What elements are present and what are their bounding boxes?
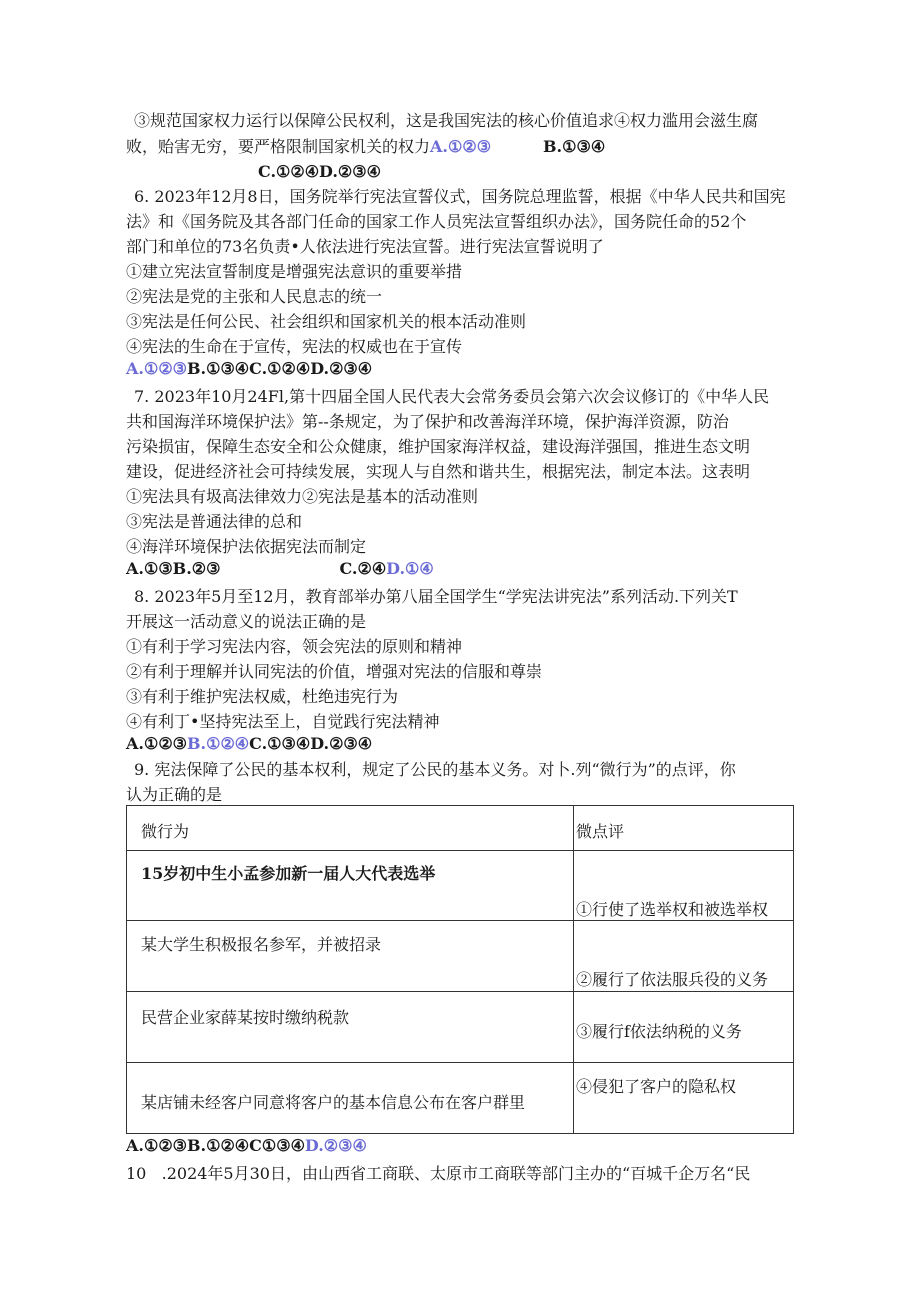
q6-option-2: ②宪法是党的主张和人民息志的统一: [126, 287, 383, 306]
q7-answers: [126, 559, 434, 579]
q7-stem-line-1: 7. 2023年10月24Fl,第十四届全国人民代表大会常务委员会第六次会议修订的《中华人民: [134, 387, 770, 406]
q7-answer-d: D.①④: [386, 559, 434, 578]
q5-answer-b: B.①③④: [543, 137, 606, 156]
q8-option-3: ③有利于维护宪法权威，杜绝违宪行为: [126, 687, 399, 706]
q6-stem-line-2: 法》和《国务院及其各部门任命的国家工作人员宪法宣誓组织办法》，国务院任命的52个: [126, 212, 747, 231]
table-row: [127, 921, 794, 992]
q7-stem-line-3: 污染损宙，保障生态安全和公众健康，维护国家海洋权益，建设海洋强国，推进生态文明: [126, 437, 751, 456]
table-row-4-behavior: 某店铺未经客户同意将客户的基本信息公布在客户群里: [141, 1093, 526, 1112]
q8-answer-a: A.①②③: [126, 734, 188, 753]
table-row-1-comment: ①行使了选举权和被选举权: [576, 900, 769, 919]
q9-answers: [126, 1136, 367, 1156]
q6-answer-a: A.①②③: [126, 359, 188, 378]
q5-option-4-tail: 败，贻害无穷，要严格限制国家机关的权力: [126, 137, 431, 156]
q6-answers: [126, 359, 372, 379]
table-row-2-behavior: 某大学生积极报名参军，并被招录: [141, 935, 382, 954]
q8-answers-c-d: C.①③④D.②③④: [249, 734, 373, 753]
q8-option-4: ④有利丁•坚持宪法至上，自觉践行宪法精神: [126, 712, 440, 731]
table-cell: [127, 992, 574, 1063]
table-row-3-comment: ③履行f依法纳税的义务: [576, 1022, 742, 1041]
q6-option-1: ①建立宪法宣誓制度是增强宪法意识的重要举措: [126, 262, 463, 281]
q7-option-4: ④海洋环境保护法依据宪法而制定: [126, 537, 367, 556]
q5-option-3-4-line: ③规范国家权力运行以保障公民权利，这是我国宪法的核心价值追求④权力滥用会滋生腐: [134, 111, 759, 130]
q7-answer-c: C.②④: [339, 559, 387, 578]
table-cell: [127, 921, 574, 992]
table-header-behavior: 微行为: [141, 822, 190, 841]
table-cell: [574, 992, 794, 1063]
table-header-row: [127, 806, 794, 851]
q8-stem-line-1: 8. 2023年5月至12月，教育部举办第八届全国学生“学宪法讲宪法”系列活动.下列关T: [134, 587, 738, 606]
q10-stem-line-1: 10 .2024年5月30日，由山西省工商联、太原市工商联等部门主办的“百城千企万名“民: [126, 1164, 751, 1183]
table-cell: [574, 921, 794, 992]
table-row-1-behavior: 15岁初中生小孟参加新一届人大代表选举: [141, 864, 436, 883]
q6-stem-line-3: 部门和单位的73名负责•人依法进行宪法宣誓。进行宪法宣誓说明了: [126, 237, 604, 256]
q6-option-3: ③宪法是任何公民、社会组织和国家机关的根本活动准则: [126, 312, 527, 331]
table-cell: [574, 1063, 794, 1134]
q7-stem-line-2: 共和国海洋环境保护法》第--条规定，为了保护和改善海洋环境，保护海洋资源，防治: [126, 412, 729, 431]
q6-stem-line-1: 6. 2023年12月8日，国务院举行宪法宣誓仪式，国务院总理监誓，根据《中华人民共和国宪: [134, 187, 786, 206]
q5-option-4-continued: [126, 137, 605, 157]
q6-answers-b-c-d: B.①③④C.①②④D.②③④: [187, 359, 373, 378]
q8-answer-b: B.①②④: [187, 734, 250, 753]
table-row-2-comment: ②履行了依法服兵役的义务: [576, 970, 769, 989]
q9-answer-d: D.②③④: [304, 1136, 367, 1155]
q5-answers-c-d: C.①②④D.②③④: [258, 162, 381, 181]
table-header-cell: [127, 806, 574, 851]
table-header-cell: [574, 806, 794, 851]
table-row-3-behavior: 民营企业家薛某按时缴纳税款: [141, 1008, 350, 1027]
q9-answers-a-b-c: A.①②③B.①②④C①③④: [126, 1136, 305, 1155]
q5-answer-a: A.①②③: [430, 137, 492, 156]
table-row: [127, 851, 794, 921]
q9-stem-line-1: 9. 宪法保障了公民的基本权利，规定了公民的基本义务。对卜.列“微行为”的点评，你: [134, 760, 736, 779]
q9-stem-line-2: 认为正确的是: [126, 785, 223, 804]
table-row-4-comment: ④侵犯了客户的隐私权: [576, 1077, 737, 1096]
q7-answers-a-b: A.①③B.②③: [126, 559, 221, 578]
q7-option-1-2: ①宪法具有圾高法律效力②宪法是基本的活动准则: [126, 487, 479, 506]
table-header-comment: 微点评: [576, 822, 625, 841]
q7-stem-line-4: 建设，促进经济社会可持续发展，实现人与自然和谐共生，根据宪法，制定本法。这表明: [126, 462, 751, 481]
q8-option-2: ②有利于理解并认同宪法的价值，增强对宪法的信服和尊崇: [126, 662, 543, 681]
q8-answers: [126, 734, 372, 754]
q8-option-1: ①有利于学习宪法内容，领会宪法的原则和精神: [126, 637, 463, 656]
table-cell: [127, 851, 574, 921]
q8-stem-line-2: 开展这一活动意义的说法正确的是: [126, 612, 367, 631]
table-cell: [574, 851, 794, 921]
table-row: [127, 1063, 794, 1134]
table-row: [127, 992, 794, 1063]
q7-option-3: ③宪法是普通法律的总和: [126, 512, 303, 531]
q9-behavior-table: [126, 805, 794, 1134]
table-cell: [127, 1063, 574, 1134]
q6-option-4: ④宪法的生命在于宣传，宪法的权威也在于宣传: [126, 337, 463, 356]
